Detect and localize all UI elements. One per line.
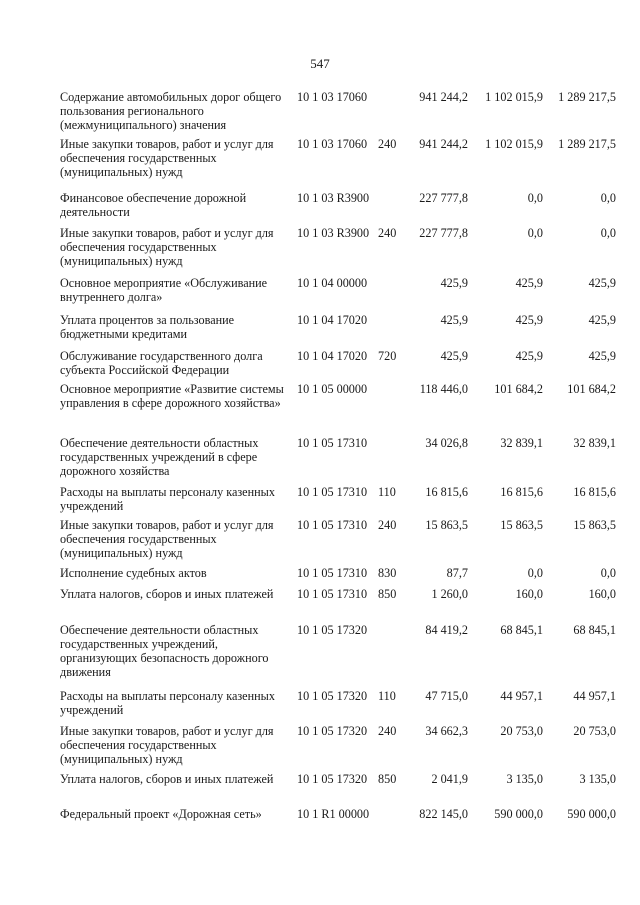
table-row xyxy=(0,276,640,313)
row-vr: 850 xyxy=(378,587,397,601)
row-vr: 830 xyxy=(378,566,397,580)
table-row xyxy=(0,436,640,485)
table-row xyxy=(0,382,640,436)
row-value-2: 101 684,2 xyxy=(494,382,543,396)
row-csr: 10 1 03 R3900 xyxy=(297,226,370,240)
row-vr: 240 xyxy=(378,518,397,532)
row-value-2: 0,0 xyxy=(527,226,543,240)
row-csr: 10 1 05 17310 xyxy=(297,436,368,450)
row-csr: 10 1 05 00000 xyxy=(297,382,368,396)
row-csr: 10 1 05 17310 xyxy=(297,587,368,601)
row-name: Уплата налогов, сборов и иных платежей xyxy=(60,772,274,786)
row-name: Обслуживание государственного долга субъекта Российской Федерации xyxy=(60,349,263,377)
row-csr: 10 1 04 00000 xyxy=(297,276,368,290)
row-name: Уплата процентов за пользование бюджетными кредитами xyxy=(60,313,235,341)
row-value-1: 425,9 xyxy=(440,349,468,363)
row-value-3: 16 815,6 xyxy=(573,485,616,499)
row-value-3: 425,9 xyxy=(588,349,616,363)
row-value-2: 425,9 xyxy=(515,313,543,327)
row-name: Иные закупки товаров, работ и услуг для обеспечения государственных (муниципальных) нужд xyxy=(60,226,274,268)
table-row xyxy=(0,349,640,382)
row-csr: 10 1 05 17320 xyxy=(297,772,368,786)
row-value-1: 941 244,2 xyxy=(419,90,468,104)
row-value-3: 1 289 217,5 xyxy=(558,90,616,104)
table-row xyxy=(0,137,640,191)
row-csr: 10 1 05 17320 xyxy=(297,689,368,703)
row-value-1: 16 815,6 xyxy=(425,485,468,499)
row-value-3: 68 845,1 xyxy=(573,623,616,637)
row-value-2: 1 102 015,9 xyxy=(485,137,543,151)
table-row xyxy=(0,623,640,689)
row-value-3: 44 957,1 xyxy=(573,689,616,703)
table-row xyxy=(0,191,640,226)
row-value-2: 0,0 xyxy=(527,566,543,580)
row-value-2: 3 135,0 xyxy=(506,772,543,786)
row-value-2: 425,9 xyxy=(515,276,543,290)
row-name: Финансовое обеспечение дорожной деятельности xyxy=(60,191,247,219)
table-row xyxy=(0,485,640,518)
table-row xyxy=(0,807,640,827)
row-value-3: 1 289 217,5 xyxy=(558,137,616,151)
row-value-3: 160,0 xyxy=(588,587,616,601)
row-value-1: 34 662,3 xyxy=(425,724,468,738)
table-row xyxy=(0,587,640,623)
row-value-3: 101 684,2 xyxy=(567,382,616,396)
row-value-1: 47 715,0 xyxy=(425,689,468,703)
row-value-3: 425,9 xyxy=(588,276,616,290)
row-value-1: 118 446,0 xyxy=(419,382,468,396)
row-value-1: 1 260,0 xyxy=(431,587,468,601)
row-value-2: 425,9 xyxy=(515,349,543,363)
row-value-2: 68 845,1 xyxy=(500,623,543,637)
row-csr: 10 1 05 17310 xyxy=(297,566,368,580)
budget-table xyxy=(0,90,640,827)
row-value-2: 160,0 xyxy=(515,587,543,601)
row-csr: 10 1 05 17310 xyxy=(297,518,368,532)
row-value-2: 15 863,5 xyxy=(500,518,543,532)
row-vr: 240 xyxy=(378,226,397,240)
row-value-2: 16 815,6 xyxy=(500,485,543,499)
row-name: Обеспечение деятельности областных государственных учреждений в сфере дорожного хозяйства xyxy=(60,436,259,478)
row-value-1: 2 041,9 xyxy=(431,772,468,786)
row-csr: 10 1 03 R3900 xyxy=(297,191,370,205)
row-name: Иные закупки товаров, работ и услуг для обеспечения государственных (муниципальных) нужд xyxy=(60,518,274,560)
table-row xyxy=(0,226,640,276)
row-vr: 110 xyxy=(378,689,396,703)
row-vr: 240 xyxy=(378,724,397,738)
row-value-3: 3 135,0 xyxy=(579,772,616,786)
row-value-2: 0,0 xyxy=(527,191,543,205)
row-csr: 10 1 R1 00000 xyxy=(297,807,370,821)
row-name: Расходы на выплаты персоналу казенных учреждений xyxy=(60,485,275,513)
row-value-1: 425,9 xyxy=(440,313,468,327)
row-value-1: 822 145,0 xyxy=(419,807,468,821)
row-value-1: 227 777,8 xyxy=(419,226,468,240)
row-name: Обеспечение деятельности областных государственных учреждений, организующих безопасность дорожного движения xyxy=(60,623,269,679)
row-value-1: 84 419,2 xyxy=(425,623,468,637)
row-value-2: 44 957,1 xyxy=(500,689,543,703)
table-row xyxy=(0,689,640,724)
row-csr: 10 1 03 17060 xyxy=(297,90,368,104)
row-value-1: 87,7 xyxy=(446,566,468,580)
table-row xyxy=(0,90,640,137)
row-name: Исполнение судебных актов xyxy=(60,566,207,580)
row-name: Иные закупки товаров, работ и услуг для обеспечения государственных (муниципальных) нужд xyxy=(60,137,274,179)
table-row xyxy=(0,518,640,566)
row-value-3: 32 839,1 xyxy=(573,436,616,450)
row-value-1: 227 777,8 xyxy=(419,191,468,205)
row-csr: 10 1 04 17020 xyxy=(297,313,368,327)
row-csr: 10 1 04 17020 xyxy=(297,349,368,363)
row-value-1: 425,9 xyxy=(440,276,468,290)
row-vr: 240 xyxy=(378,137,397,151)
row-csr: 10 1 03 17060 xyxy=(297,137,368,151)
row-csr: 10 1 05 17320 xyxy=(297,724,368,738)
row-value-1: 34 026,8 xyxy=(425,436,468,450)
table-row xyxy=(0,772,640,807)
row-csr: 10 1 05 17320 xyxy=(297,623,368,637)
row-value-2: 1 102 015,9 xyxy=(485,90,543,104)
row-value-2: 32 839,1 xyxy=(500,436,543,450)
row-vr: 110 xyxy=(378,485,396,499)
row-value-3: 15 863,5 xyxy=(573,518,616,532)
row-name: Основное мероприятие «Обслуживание внутреннего долга» xyxy=(60,276,268,304)
row-value-2: 590 000,0 xyxy=(494,807,543,821)
row-name: Уплата налогов, сборов и иных платежей xyxy=(60,587,274,601)
row-value-1: 941 244,2 xyxy=(419,137,468,151)
table-row xyxy=(0,313,640,349)
row-value-3: 20 753,0 xyxy=(573,724,616,738)
row-name: Содержание автомобильных дорог общего пользования регионального (межмуниципального) значения xyxy=(60,90,282,132)
row-vr: 850 xyxy=(378,772,397,786)
row-value-2: 20 753,0 xyxy=(500,724,543,738)
table-row xyxy=(0,566,640,587)
row-value-3: 0,0 xyxy=(600,566,616,580)
row-value-3: 0,0 xyxy=(600,191,616,205)
row-name: Расходы на выплаты персоналу казенных учреждений xyxy=(60,689,275,717)
row-value-3: 0,0 xyxy=(600,226,616,240)
row-value-3: 590 000,0 xyxy=(567,807,616,821)
row-value-1: 15 863,5 xyxy=(425,518,468,532)
row-name: Иные закупки товаров, работ и услуг для обеспечения государственных (муниципальных) нужд xyxy=(60,724,274,766)
row-name: Федеральный проект «Дорожная сеть» xyxy=(60,807,262,821)
row-name: Основное мероприятие «Развитие системы управления в сфере дорожного хозяйства» xyxy=(60,382,284,410)
page-number: 547 xyxy=(310,56,330,71)
row-vr: 720 xyxy=(378,349,397,363)
row-csr: 10 1 05 17310 xyxy=(297,485,368,499)
row-value-3: 425,9 xyxy=(588,313,616,327)
table-row xyxy=(0,724,640,772)
